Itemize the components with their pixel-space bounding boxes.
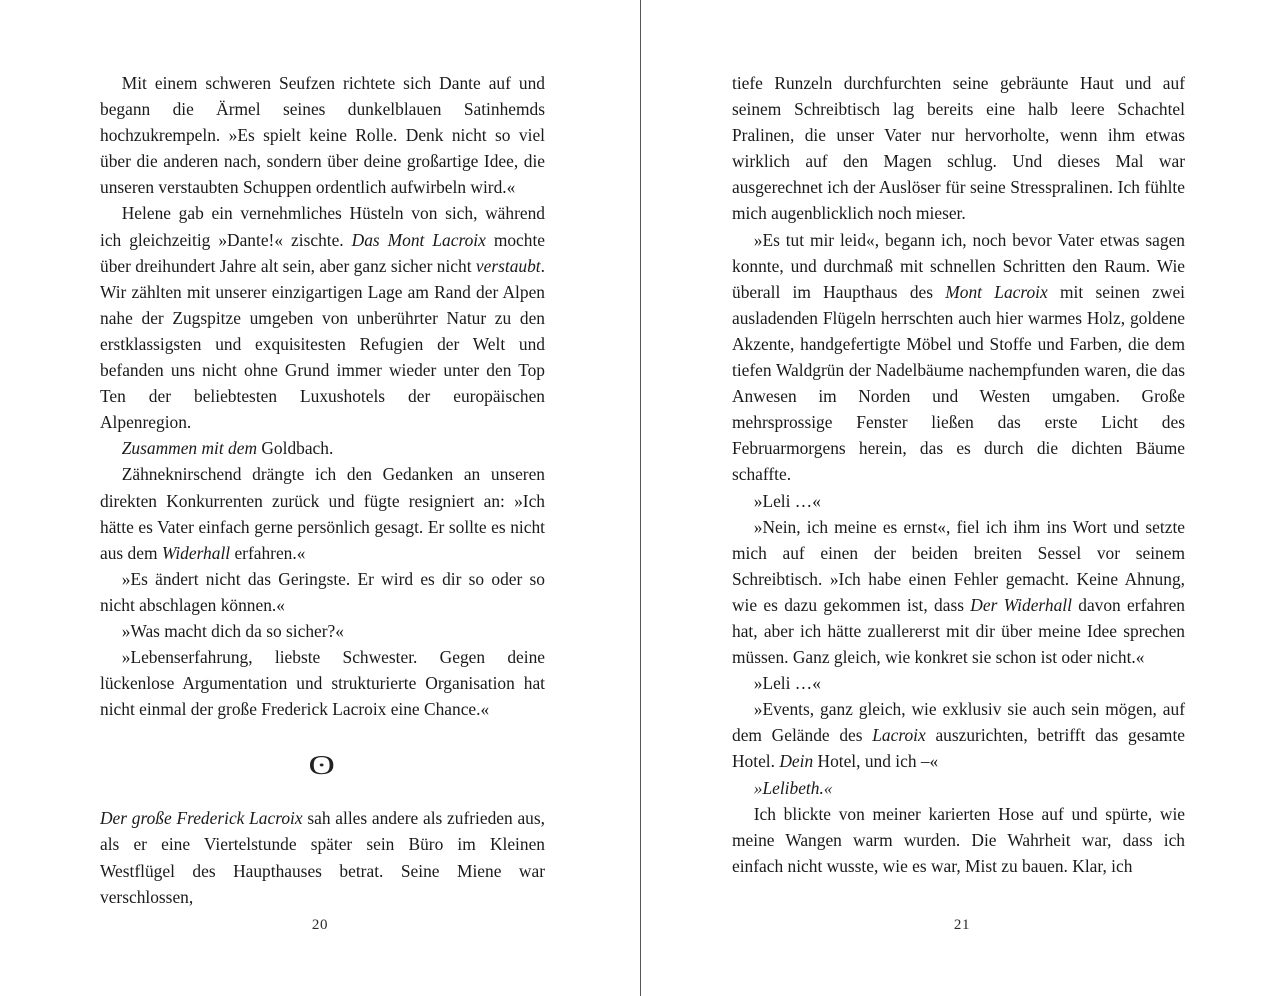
italic-run: verstaubt <box>475 255 541 276</box>
body-paragraph <box>732 696 1185 774</box>
body-paragraph <box>732 70 1185 227</box>
text-run: »Events, ganz gleich, wie exklusiv sie auch sein mögen, auf dem Gelände des <box>732 699 1185 746</box>
text-run: mochte über dreihundert Jahre alt sein, aber ganz sicher nicht <box>100 229 546 276</box>
body-paragraph <box>732 227 1185 488</box>
italic-run: Lacroix <box>872 725 926 746</box>
text-run: »Es ändert nicht das Geringste. Er wird es dir so oder so nicht abschlagen können.« <box>100 568 545 615</box>
body-paragraph <box>100 200 545 435</box>
right-page-text <box>732 70 1185 879</box>
text-run: davon erfahren hat, aber ich hätte zuallererst mit dir über meine Idee sprechen müssen. Ganz gleich, wie konkret sie schon ist oder nicht.« <box>732 594 1185 668</box>
body-paragraph <box>732 514 1185 671</box>
body-paragraph <box>100 435 545 461</box>
body-paragraph <box>732 488 1185 514</box>
body-paragraph <box>732 775 1185 801</box>
italic-run: »Lelibeth.« <box>753 777 833 798</box>
right-page <box>640 0 1280 996</box>
text-run: »Es tut mir leid«, begann ich, noch bevor Vater etwas sagen konnte, und durchmaß mit schnellen Schritten den Raum. Wie überall im Haupthaus des <box>732 229 1185 302</box>
italic-run: Widerhall <box>161 542 231 563</box>
text-run: Ich blickte von meiner karierten Hose auf und spürte, wie meine Wangen warm wurden. Die Wahrheit war, dass ich einfach nicht wusste, wie es war, Mist zu bauen. Klar, ich <box>732 803 1185 876</box>
text-run: »Leli …« <box>753 673 821 694</box>
page-number-right: 21 <box>953 917 971 933</box>
text-run: Helene gab ein vernehmliches Hüsteln von sich, während ich gleichzeitig »Dante!« zischte. <box>100 203 545 250</box>
text-run: Zähneknirschend drängte ich den Gedanken an unseren direkten Konkurrenten zurück und fügte resigniert an: »Ich hätte es Vater einfach gerne persönlich gesagt. Er sollte es nicht aus dem <box>100 464 545 563</box>
left-paragraphs-before-ornament <box>100 70 545 722</box>
page-number-left: 20 <box>311 917 329 933</box>
ornament-glyph: ʘ <box>308 750 337 781</box>
body-paragraph <box>100 805 545 909</box>
text-run: mit seinen zwei ausladenden Flügeln herrschten auch hier warmes Holz, goldene Akzente, handgefertigte Möbel und Stoffe und Farben, die dem tiefen Waldgrün der Nadelbäume nachempfunden waren, die das Anwesen im Norden und Westen umgaben. Große mehrsprossige Fenster ließen das erste Licht des Februarmorgens herein, das es durch die dichten Bäume schaffte. <box>732 281 1185 485</box>
italic-run: Das Mont Lacroix <box>351 229 486 250</box>
text-run: »Lebenserfahrung, liebste Schwester. Gegen deine lückenlose Argumentation und strukturierte Organisation hat nicht einmal der große Frederick Lacroix eine Chance.« <box>100 647 545 720</box>
italic-run: Dein <box>779 751 814 772</box>
body-paragraph <box>100 644 545 722</box>
text-run: »Leli …« <box>753 490 821 511</box>
body-paragraph <box>100 618 545 644</box>
italic-run: Zusammen mit dem <box>121 438 258 459</box>
italic-run: Mont Lacroix <box>945 281 1048 302</box>
text-run: Goldbach. <box>257 438 334 459</box>
italic-run: Der große Frederick Lacroix <box>100 808 303 829</box>
body-paragraph <box>100 70 545 200</box>
body-paragraph <box>732 801 1185 879</box>
left-page-text <box>100 70 545 910</box>
text-run: tiefe Runzeln durchfurchten seine gebräunte Haut und auf seinem Schreibtisch lag bereits eine halb leere Schachtel Pralinen, die unser Vater nur hervorholte, wenn ihm etwas wirklich auf den Magen schlug. Und dieses Mal war ausgerechnet ich der Auslöser für seine Stresspralinen. Ich fühlte mich augenblicklich noch mieser. <box>732 73 1185 224</box>
text-run: . Wir zählten mit unserer einzigartigen Lage am Rand der Alpen nahe der Zugspitze umgeben von unberührter Natur zu den erstklassigsten und exquisitesten Refugien der Welt und befanden uns nicht ohne Grund immer wieder unter den Top Ten der beliebtesten Luxushotels der europäischen Alpenregion. <box>100 255 545 433</box>
section-ornament <box>100 752 545 779</box>
left-paragraphs-after-ornament <box>100 805 545 909</box>
text-run: Mit einem schweren Seufzen richtete sich Dante auf und begann die Ärmel seines dunkelblauen Satinhemds hochzukrempeln. »Es spielt keine Rolle. Denk nicht so viel über die anderen nach, sondern über deine großartige Idee, die unseren verstaubten Schuppen ordentlich aufwirbeln wird.« <box>100 73 545 198</box>
text-run: sah alles andere als zufrieden aus, als er eine Viertelstunde später sein Büro im Kleinen Westflügel des Haupthauses betrat. Seine Miene war verschlossen, <box>100 808 545 907</box>
text-run: auszurichten, betrifft das gesamte Hotel. <box>732 725 1185 772</box>
text-run: Hotel, und ich –« <box>813 751 939 772</box>
body-paragraph <box>732 670 1185 696</box>
italic-run: Der Widerhall <box>970 594 1072 615</box>
body-paragraph <box>100 566 545 618</box>
text-run: »Nein, ich meine es ernst«, fiel ich ihm ins Wort und setzte mich auf einen der beiden breiten Sessel vor seinem Schreibtisch. »Ich habe einen Fehler gemacht. Keine Ahnung, wie es dazu gekommen ist, dass <box>732 516 1185 615</box>
right-paragraphs <box>732 70 1185 879</box>
body-paragraph <box>100 461 545 565</box>
text-run: erfahren.« <box>230 542 306 563</box>
text-run: »Was macht dich da so sicher?« <box>121 620 344 641</box>
